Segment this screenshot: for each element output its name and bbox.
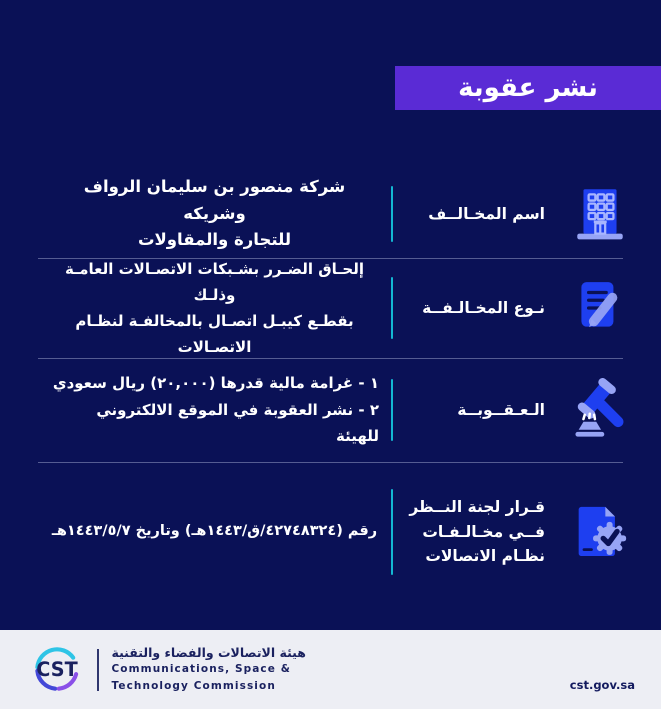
footer [0, 630, 661, 709]
row-label-committee-decision: قـرار لجنة النــظر فــي مخـالـفـات نظـام الاتصالات [409, 497, 545, 566]
row-content-penalty: ١ - غرامة مالية قدرها (٢٠,٠٠٠) ريال سعودي ٢ - نشر العقوبة في الموقع الالكتروني للهيئة [52, 373, 379, 446]
page-title: نشر عقوبة [458, 73, 598, 103]
cyan-divider [391, 186, 393, 242]
row-violation-type [0, 258, 661, 358]
cyan-divider [391, 379, 393, 441]
cyan-divider [391, 489, 393, 575]
org-name-english-line1: Communications, Space & [111, 663, 291, 676]
row-committee-decision [0, 462, 661, 602]
org-name-arabic: هيئة الاتصالات والفضاء والتقنية [111, 645, 306, 661]
document-pen-icon [565, 277, 635, 339]
document-gear-check-icon [565, 500, 635, 564]
row-label-violation-type: نـوع المخـالـفــة [422, 298, 545, 317]
org-name-block [112, 645, 306, 693]
cyan-divider [391, 277, 393, 339]
svg-text:CST: CST [36, 657, 78, 681]
building-icon [565, 183, 635, 245]
row-penalty [0, 358, 661, 462]
row-content-violation-type: إلحـاق الضـرر بشـبكات الاتصـالات العامـة وذلـك بقطـع كيبـل اتصـال بالمخالفـة لنظـام الاتصـالات [65, 259, 364, 357]
row-violator-name [0, 170, 661, 258]
row-content-committee-decision: رقم (٤٢٧٤٨٣٢٤/ق/١٤٤٣هـ) وتاريخ ١٤٤٣/٥/٧هـ [51, 523, 378, 540]
gavel-icon [565, 378, 635, 442]
footer-logo-divider [97, 649, 99, 691]
website-link[interactable]: cst.gov.sa [569, 678, 635, 692]
cst-logo-icon [30, 641, 84, 699]
cst-logo-group [30, 641, 306, 699]
org-name-english-line2: Technology Commission [111, 680, 276, 692]
row-label-penalty: الـعـقــوبــة [457, 400, 545, 419]
row-content-violator-name: شركة منصور بن سليمان الرواف وشريكه للتجارة والمقاولات [83, 176, 346, 250]
penalty-banner [395, 66, 661, 110]
row-label-violator-name: اسم المخـالــف [428, 204, 545, 223]
